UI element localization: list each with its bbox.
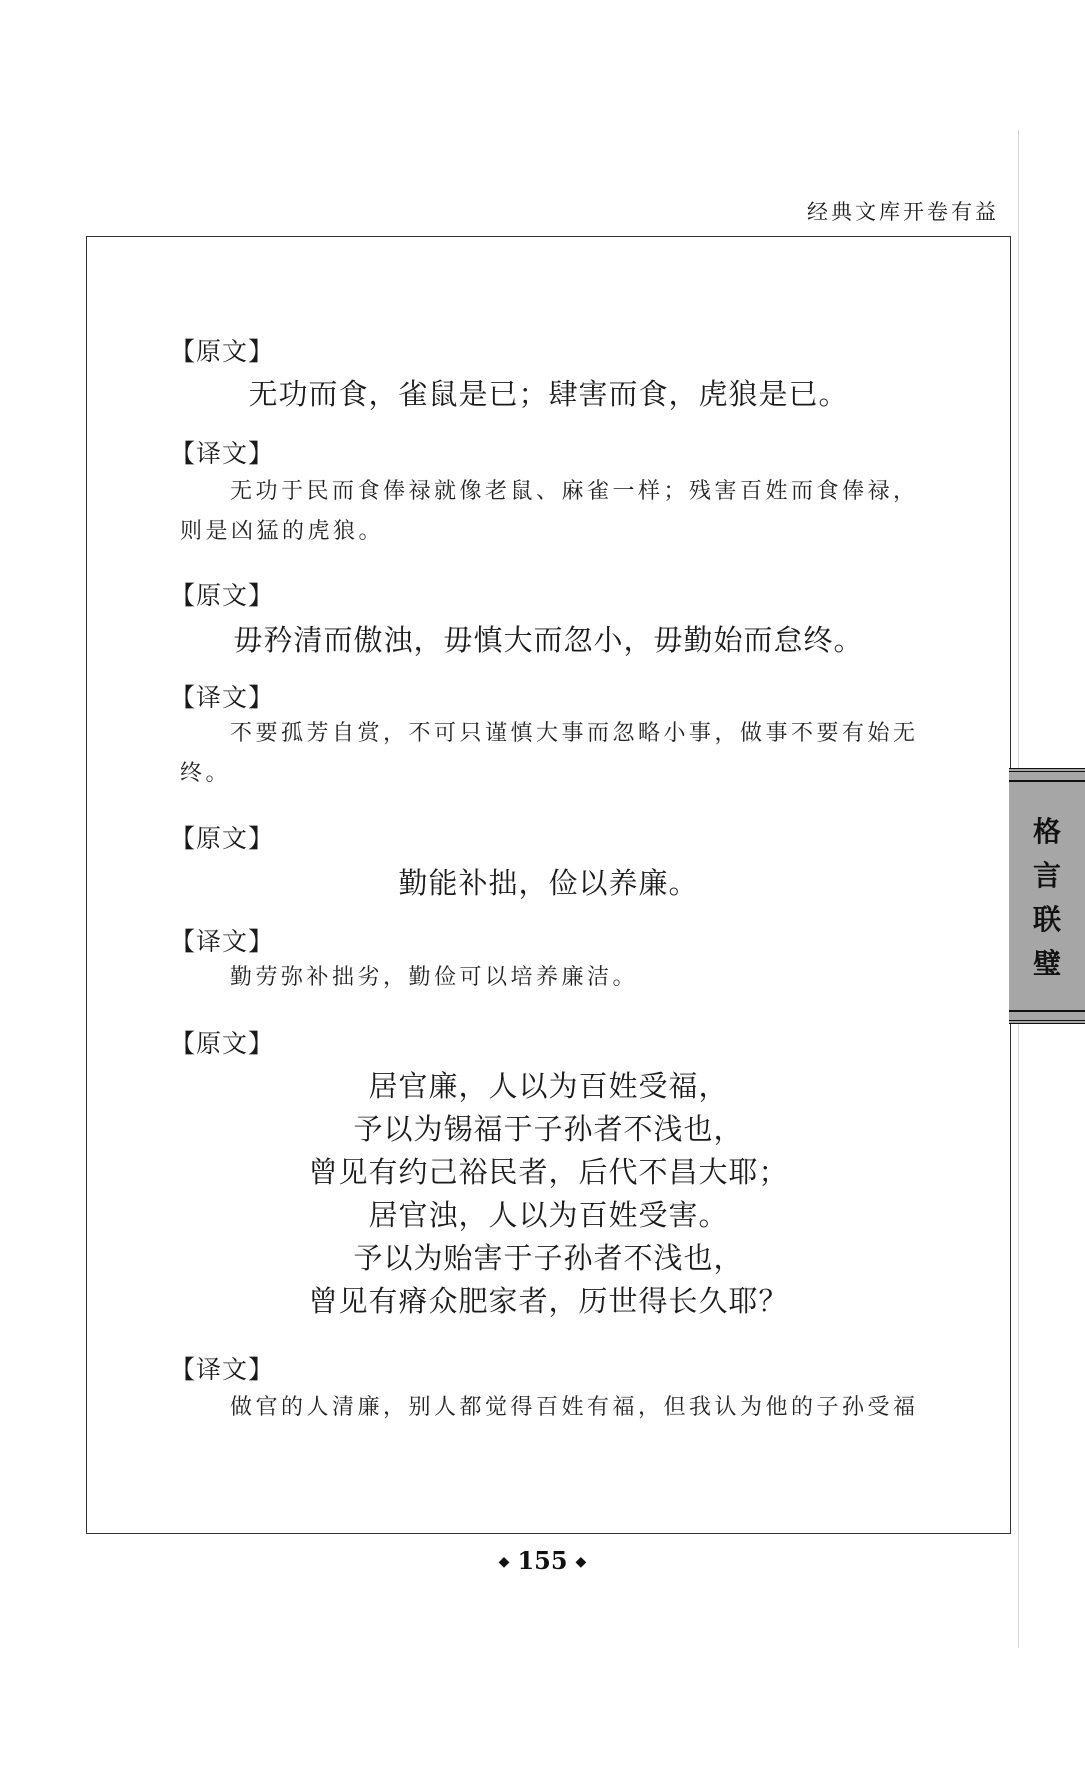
original-text-line: 予以为锡福于子孙者不浅也， — [353, 1112, 744, 1146]
translation-paragraph: 不要孤芳自赏，不可只谨慎大事而忽略小事，做事不要有始无终。 — [180, 721, 919, 786]
original-text-line: 居官浊，人以为百姓受害。 — [368, 1198, 729, 1232]
page-number-footer — [0, 1546, 1085, 1575]
chapter-tab-char: 格 — [1032, 815, 1061, 848]
chapter-side-tab — [1009, 768, 1085, 1024]
section-label-translation: 【译文】 — [170, 1355, 275, 1384]
translation-paragraph: 勤劳弥补拙劣，勤俭可以培养廉洁。 — [230, 965, 639, 990]
original-text-line: 居官廉，人以为百姓受福， — [368, 1069, 729, 1103]
chapter-side-tab-inner — [1009, 780, 1085, 1012]
chapter-tab-char: 联 — [1032, 903, 1061, 936]
section-label-translation: 【译文】 — [170, 927, 275, 956]
chapter-tab-char: 言 — [1032, 859, 1061, 892]
running-title: 经典文库开卷有益 — [807, 200, 999, 224]
original-text-line: 毋矜清而傲浊，毋慎大而忽小，毋勤始而怠终。 — [233, 623, 864, 657]
section-label-translation: 【译文】 — [170, 683, 275, 712]
translation-paragraph: 做官的人清廉，别人都觉得百姓有福，但我认为他的子孙受福 — [230, 1395, 919, 1420]
original-text-line: 曾见有约己裕民者，后代不昌大耶； — [308, 1155, 789, 1189]
original-text-line: 曾见有瘠众肥家者，历世得长久耶？ — [308, 1284, 789, 1318]
section-label-translation: 【译文】 — [170, 439, 275, 468]
translation-paragraph: 无功于民而食俸禄就像老鼠、麻雀一样；残害百姓而食俸禄，则是凶猛的虎狼。 — [180, 479, 919, 544]
section-label-original: 【原文】 — [170, 824, 275, 853]
page-number: 155 — [517, 1546, 568, 1575]
diamond-icon: ◆ — [575, 1554, 587, 1570]
section-label-original: 【原文】 — [170, 1029, 275, 1058]
chapter-tab-char: 璧 — [1032, 947, 1061, 980]
section-label-original: 【原文】 — [170, 337, 275, 366]
original-text-line: 无功而食，雀鼠是已；肆害而食，虎狼是已。 — [248, 377, 849, 411]
original-text-line: 勤能补拙，俭以养廉。 — [398, 866, 699, 900]
diamond-icon: ◆ — [498, 1554, 510, 1570]
original-text-line: 予以为贻害于子孙者不浅也， — [353, 1241, 744, 1275]
section-label-original: 【原文】 — [170, 581, 275, 610]
